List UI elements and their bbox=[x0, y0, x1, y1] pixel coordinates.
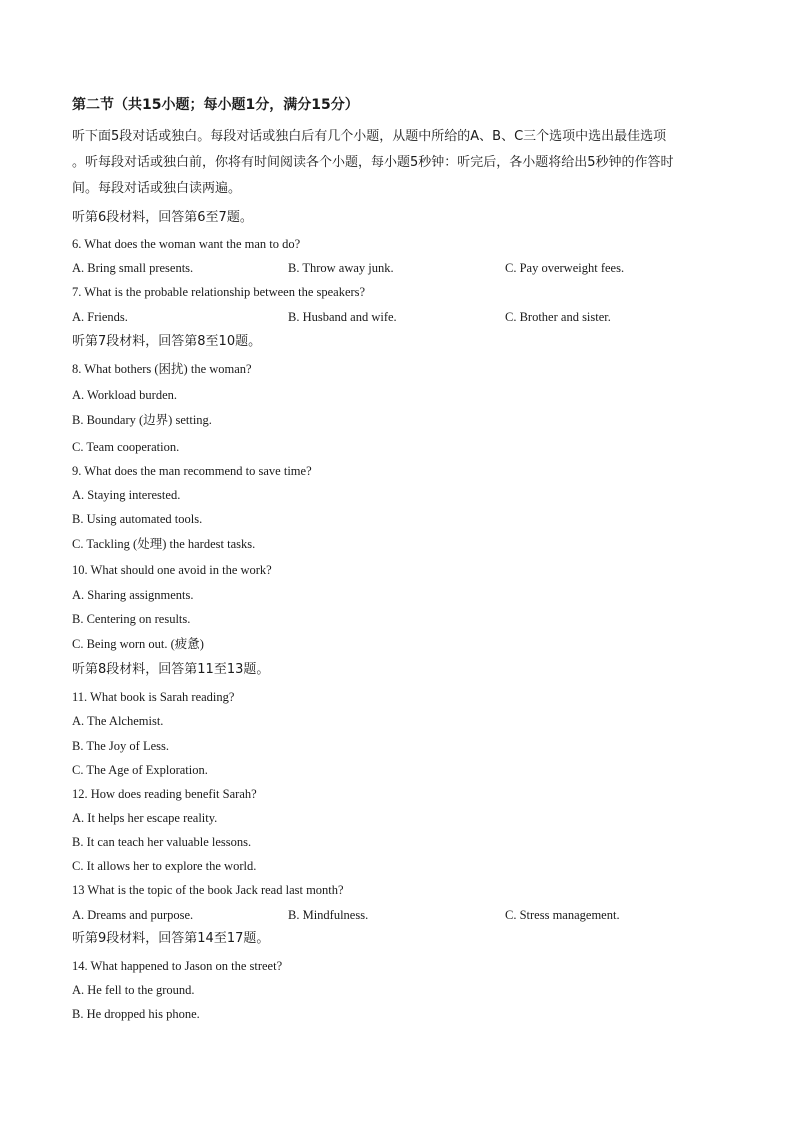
question-7-option-a: A. Friends. bbox=[72, 310, 128, 324]
section-note-7: 听第7段材料，回答第8至10题。 bbox=[72, 334, 262, 349]
question-6-stem: 6. What does the woman want the man to do? bbox=[72, 237, 301, 251]
question-6-option-b: B. Throw away junk. bbox=[288, 261, 394, 275]
instructions-line: 间。每段对话或独白读两遍。 bbox=[72, 181, 242, 196]
question-9-option-b: B. Using automated tools. bbox=[72, 512, 203, 526]
question-7-option-c: C. Brother and sister. bbox=[505, 310, 611, 324]
question-10-option-c: C. Being worn out. (疲惫) bbox=[72, 637, 204, 651]
section-note-8: 听第8段材料，回答第11至13题。 bbox=[72, 662, 270, 677]
question-10-stem: 10. What should one avoid in the work? bbox=[72, 563, 272, 577]
question-12-option-b: B. It can teach her valuable lessons. bbox=[72, 835, 252, 849]
question-8-option-b: B. Boundary (边界) setting. bbox=[72, 413, 212, 427]
question-11-stem: 11. What book is Sarah reading? bbox=[72, 690, 235, 704]
question-11-option-b: B. The Joy of Less. bbox=[72, 739, 169, 753]
question-12-option-c: C. It allows her to explore the world. bbox=[72, 859, 257, 873]
question-13-option-c: C. Stress management. bbox=[505, 908, 620, 922]
question-8-stem: 8. What bothers (困扰) the woman? bbox=[72, 362, 252, 376]
question-7-stem: 7. What is the probable relationship between the speakers? bbox=[72, 285, 366, 299]
section-heading: 第二节（共15小题；每小题1分，满分15分） bbox=[72, 97, 359, 113]
question-14-stem: 14. What happened to Jason on the street? bbox=[72, 959, 283, 973]
question-13-option-a: A. Dreams and purpose. bbox=[72, 908, 194, 922]
question-11-option-c: C. The Age of Exploration. bbox=[72, 763, 208, 777]
instructions-line: 听下面5段对话或独白。每段对话或独白后有几个小题，从题中所给的A、B、C三个选项中选出最佳选项 bbox=[72, 129, 667, 144]
question-12-stem: 12. How does reading benefit Sarah? bbox=[72, 787, 257, 801]
question-9-option-c: C. Tackling (处理) the hardest tasks. bbox=[72, 537, 256, 551]
question-13-option-b: B. Mindfulness. bbox=[288, 908, 369, 922]
question-12-option-a: A. It helps her escape reality. bbox=[72, 811, 218, 825]
question-7-option-b: B. Husband and wife. bbox=[288, 310, 397, 324]
instructions-line: 。听每段对话或独白前，你将有时间阅读各个小题，每小题5秒钟：听完后，各小题将给出5秒钟的作答时 bbox=[72, 155, 674, 170]
question-6-option-a: A. Bring small presents. bbox=[72, 261, 194, 275]
question-10-option-b: B. Centering on results. bbox=[72, 612, 191, 626]
question-9-option-a: A. Staying interested. bbox=[72, 488, 181, 502]
question-10-option-a: A. Sharing assignments. bbox=[72, 588, 194, 602]
question-11-option-a: A. The Alchemist. bbox=[72, 714, 164, 728]
instructions bbox=[72, 124, 732, 202]
section-note-9: 听第9段材料，回答第14至17题。 bbox=[72, 931, 270, 946]
question-14-option-b: B. He dropped his phone. bbox=[72, 1007, 200, 1021]
question-13-stem: 13 What is the topic of the book Jack read last month? bbox=[72, 883, 344, 897]
question-9-stem: 9. What does the man recommend to save time? bbox=[72, 464, 312, 478]
question-6-option-c: C. Pay overweight fees. bbox=[505, 261, 625, 275]
question-14-option-a: A. He fell to the ground. bbox=[72, 983, 195, 997]
section-note-6: 听第6段材料，回答第6至7题。 bbox=[72, 210, 253, 225]
question-8-option-a: A. Workload burden. bbox=[72, 388, 177, 402]
question-8-option-c: C. Team cooperation. bbox=[72, 440, 180, 454]
